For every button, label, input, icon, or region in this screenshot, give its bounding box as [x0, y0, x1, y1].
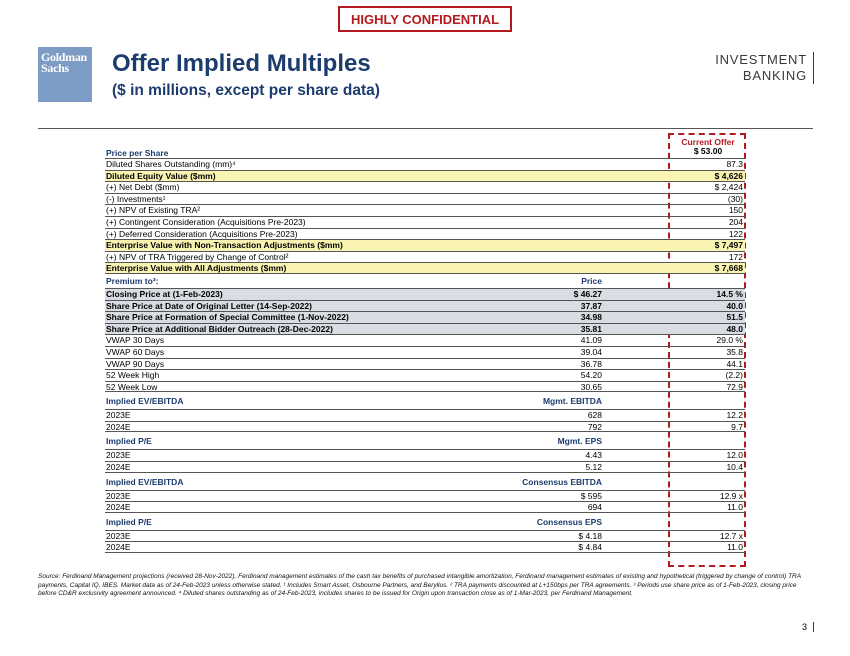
row-offer-value: 35.8: [726, 346, 743, 357]
multiple-sections: [105, 392, 745, 553]
row-label: Implied P/E: [106, 516, 152, 527]
row-mid-value: 36.78: [580, 358, 602, 369]
ev-row: [105, 170, 745, 182]
section-data-row: [105, 461, 745, 473]
premium-label: Premium to³:: [106, 275, 159, 286]
row-offer-value: 204: [728, 216, 743, 227]
row-offer-value: 12.7 x: [719, 530, 743, 541]
premium-row: [105, 346, 745, 358]
section-header-row: [105, 432, 745, 449]
row-label: Implied EV/EBITDA: [106, 476, 184, 487]
page-subtitle: ($ in millions, except per share data): [112, 82, 380, 99]
ev-row: [105, 193, 745, 205]
ev-row: [105, 262, 745, 274]
premium-row: [105, 323, 745, 335]
row-offer-value: $ 7,497: [714, 240, 743, 251]
row-mid-value: 628: [587, 410, 602, 421]
row-label: Enterprise Value with All Adjustments ($mm): [106, 263, 287, 274]
section-data-row: [105, 490, 745, 502]
ev-row: [105, 216, 745, 228]
row-label: VWAP 90 Days: [106, 358, 165, 369]
row-label: VWAP 30 Days: [106, 335, 165, 346]
row-offer-value: 12.2: [726, 410, 743, 421]
row-mid-value: 39.04: [580, 346, 602, 357]
row-offer-value: 122: [728, 228, 743, 239]
premium-row: [105, 311, 745, 323]
page-number: 3: [802, 622, 814, 632]
row-mid-value: 34.98: [580, 312, 602, 323]
confidential-banner: HIGHLY CONFIDENTIAL: [338, 6, 512, 32]
row-offer-value: 29.0 %: [716, 335, 743, 346]
row-label: (+) Net Debt ($mm): [106, 182, 180, 193]
row-offer-value: 172: [728, 251, 743, 262]
ev-row: [105, 181, 745, 193]
row-label: 2024E: [106, 421, 131, 432]
row-label: 52 Week High: [106, 370, 160, 381]
ev-row: [105, 228, 745, 240]
row-offer-value: $ 2,424: [714, 182, 743, 193]
row-offer-value: 40.0: [726, 300, 743, 311]
premium-row: [105, 358, 745, 370]
logo-line2: Sachs: [41, 61, 69, 75]
row-label: Diluted Shares Outstanding (mm)⁴: [106, 159, 236, 169]
row-offer-value: 51.5: [726, 312, 743, 323]
section-data-row: [105, 501, 745, 513]
goldman-sachs-logo: [38, 47, 92, 102]
row-mid-value: 5.12: [585, 462, 602, 473]
premium-price-header: Price: [581, 275, 602, 286]
row-offer-value: $ 7,668: [714, 263, 743, 274]
row-mid-value: Consensus EPS: [536, 516, 602, 527]
section-data-row: [105, 421, 745, 433]
source-footnote: Source: Ferdinand Management projections (received 28-Nov-2022), Ferdinand management estimates of the cash tax benefits of purchased intangible amortization, Ferdinand management estimates of existing and hypothetical (triggered by change of control) TRA payments, Capital IQ, IBES. Market data as of 24-Feb-2023 unless otherwise stated. ¹ Includes Smart Asset, Osbourne Partners, and Beryllus. ² TRA payments discounted at L+150bps per TRA agreements. ³ Periods use share price as of 1-Feb-2023, closing price before CD&R exclusivity agreement announced. ⁴ Diluted shares outstanding as of 24-Feb-2023, includes shares to be issued for Origin upon transaction close as of 1-Mar-2023, per Ferdinand Management.: [38, 573, 801, 597]
offer-price-value: $ 53.00: [693, 146, 723, 156]
price-per-share-row: [105, 138, 745, 158]
row-mid-value: 35.81: [580, 323, 602, 334]
row-mid-value: 37.87: [580, 300, 602, 311]
row-label: 2024E: [106, 462, 131, 473]
price-per-share-label: Price per Share: [106, 148, 169, 158]
row-offer-value: 150: [728, 205, 743, 216]
row-label: 2024E: [106, 542, 131, 553]
row-label: Share Price at Date of Original Letter (14-Sep-2022): [106, 300, 312, 311]
row-label: (+) Contingent Consideration (Acquisitions Pre-2023): [106, 216, 306, 227]
ev-rows: [105, 158, 745, 274]
row-mid-value: Consensus EBITDA: [522, 476, 602, 487]
row-offer-value: 72.9: [726, 381, 743, 392]
row-offer-value: 9.7: [731, 421, 743, 432]
ev-row: [105, 158, 745, 170]
row-mid-value: 54.20: [580, 370, 602, 381]
premium-row: [105, 288, 745, 300]
row-offer-value: 14.5 %: [716, 288, 743, 299]
row-label: (+) Deferred Consideration (Acquisitions Pre-2023): [106, 228, 298, 239]
section-data-row: [105, 530, 745, 542]
row-mid-value: 792: [587, 421, 602, 432]
row-label: 2023E: [106, 450, 131, 461]
investment-banking-label: [715, 52, 814, 84]
row-label: (+) NPV of TRA Triggered by Change of Control²: [106, 251, 289, 262]
current-offer-header: [673, 138, 743, 156]
header-divider: [38, 128, 813, 129]
section-data-row: [105, 409, 745, 421]
premium-row: [105, 300, 745, 312]
ev-row: [105, 239, 745, 251]
page-title: Offer Implied Multiples: [112, 50, 371, 77]
section-data-row: [105, 541, 745, 553]
ev-row: [105, 251, 745, 263]
logo-line1: Goldman: [41, 50, 87, 64]
row-label: 2023E: [106, 410, 131, 421]
section-header-row: [105, 473, 745, 490]
row-mid-value: 30.65: [580, 381, 602, 392]
row-mid-value: 694: [587, 502, 602, 513]
row-mid-value: $ 4.84: [578, 542, 602, 553]
section-header-row: [105, 392, 745, 409]
premium-row: [105, 334, 745, 346]
row-offer-value: 12.0: [726, 450, 743, 461]
row-mid-value: 4.43: [585, 450, 602, 461]
premium-row: [105, 381, 745, 393]
premium-header-row: [105, 274, 745, 288]
row-offer-value: 48.0: [726, 323, 743, 334]
row-offer-value: (2.2): [725, 370, 743, 381]
row-label: Closing Price at (1-Feb-2023): [106, 288, 223, 299]
row-label: 52 Week Low: [106, 381, 158, 392]
row-mid-value: $ 46.27: [573, 288, 602, 299]
row-offer-value: 10.4: [726, 462, 743, 473]
row-label: Share Price at Additional Bidder Outreach (28-Dec-2022): [106, 323, 333, 334]
row-mid-value: Mgmt. EBITDA: [542, 396, 602, 407]
row-mid-value: 41.09: [580, 335, 602, 346]
row-label: 2023E: [106, 530, 131, 541]
row-mid-value: Mgmt. EPS: [557, 436, 602, 447]
current-offer-title: Current Offer: [681, 137, 735, 147]
row-label: Enterprise Value with Non-Transaction Adjustments ($mm): [106, 240, 343, 251]
row-offer-value: (30): [727, 193, 743, 204]
premium-rows: [105, 288, 745, 392]
multiples-table: [105, 138, 745, 553]
row-offer-value: 12.9 x: [719, 490, 743, 501]
section-header-row: [105, 513, 745, 530]
section-data-row: [105, 449, 745, 461]
ib-line1: INVESTMENT: [715, 52, 807, 67]
row-label: (+) NPV of Existing TRA²: [106, 205, 201, 216]
row-label: 2024E: [106, 502, 131, 513]
row-offer-value: 11.0: [727, 502, 743, 513]
premium-row: [105, 369, 745, 381]
row-label: Implied P/E: [106, 436, 152, 447]
row-mid-value: $ 4.18: [578, 530, 602, 541]
row-offer-value: 87.3: [726, 159, 743, 169]
row-label: Implied EV/EBITDA: [106, 396, 184, 407]
row-offer-value: 11.0: [727, 542, 743, 553]
ev-row: [105, 204, 745, 216]
row-label: (-) Investments¹: [106, 193, 166, 204]
row-label: 2023E: [106, 490, 131, 501]
row-mid-value: $ 595: [580, 490, 602, 501]
row-offer-value: $ 4,626: [714, 170, 743, 181]
row-label: VWAP 60 Days: [106, 346, 165, 357]
row-offer-value: 44.1: [726, 358, 743, 369]
row-label: Diluted Equity Value ($mm): [106, 170, 216, 181]
ib-line2: BANKING: [742, 68, 807, 83]
row-label: Share Price at Formation of Special Committee (1-Nov-2022): [106, 312, 349, 323]
